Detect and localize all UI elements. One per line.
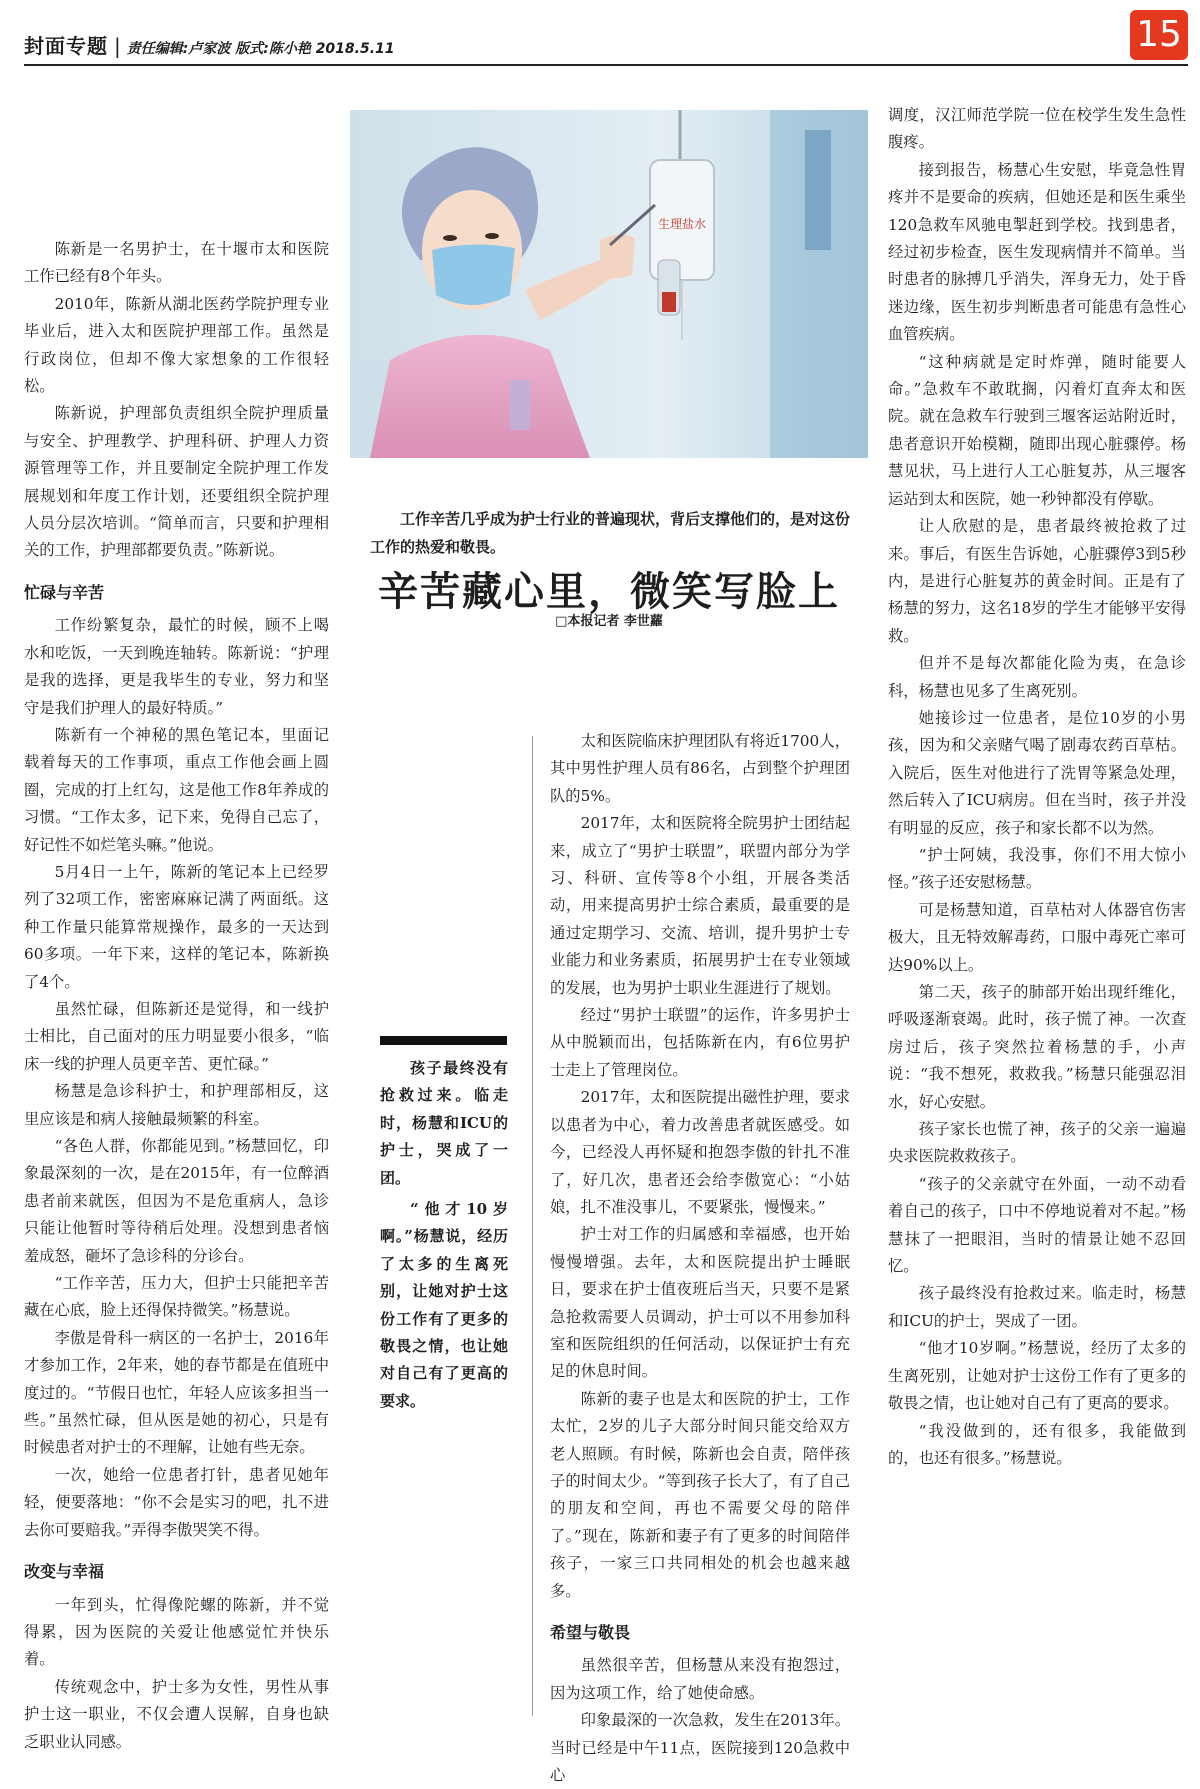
- section-heading: 改变与幸福: [24, 1562, 105, 1582]
- editor-info: 责任编辑:卢家波 版式:陈小艳 2018.5.11: [126, 41, 395, 57]
- section-title: 封面专题: [24, 34, 108, 58]
- paragraph: 孩子家长也慌了神，孩子的父亲一遍遍央求医院救救孩子。: [888, 1120, 1186, 1166]
- paragraph: 一年到头，忙得像陀螺的陈新，并不觉得累，因为医院的关爱让他感觉忙并快乐着。: [24, 1595, 329, 1669]
- paragraph: “我没做到的，还有很多，我能做到的，也还有很多。”杨慧说。: [888, 1421, 1186, 1467]
- article-column-3: [550, 728, 850, 1789]
- paragraph: “护士阿姨，我没事，你们不用大惊小怪。”孩子还安慰杨慧。: [888, 845, 1186, 892]
- nurse-photo-illustration: [350, 110, 868, 458]
- paragraph: 但并不是每次都能化险为夷，在急诊科，杨慧也见多了生离死别。: [888, 654, 1186, 700]
- paragraph: “孩子的父亲就守在外面，一动不动看着自己的孩子，口中不停地说着对不起。”杨慧抹了一把眼泪，当时的情景让她不忍回忆。: [888, 1174, 1186, 1276]
- paragraph: 虽然忙碌，但陈新还是觉得，和一线护士相比，自己面对的压力明显要小很多，“临床一线的护理人员更辛苦、更忙碌。”: [24, 999, 329, 1073]
- page-header: [24, 30, 395, 59]
- paragraph: “这种病就是定时炸弹，随时能要人命。”急救车不敢耽搁，闪着灯直奔太和医院。就在急救车行驶到三堰客运站附近时，患者意识开始模糊，随即出现心脏骤停。杨慧见状，马上进行人工心脏复苏，从三堰客运站到太和医院，她一秒钟都没有停歇。: [888, 352, 1186, 508]
- section-heading: 希望与敬畏: [550, 1623, 631, 1642]
- pullquote-bar: [380, 1036, 507, 1045]
- paragraph: 李傲是骨科一病区的一名护士，2016年才参加工作，2年来，她的春节都是在值班中度过的。“节假日也忙，年轻人应该多担当一些。”虽然忙碌，但从医是她的初心，只是有时候患者对护士的不理解，让她有些无奈。: [24, 1328, 329, 1457]
- paragraph: 印象最深的一次急救，发生在2013年。当时已经是中午11点，医院接到120急救中心: [550, 1711, 850, 1785]
- paragraph: 2017年，太和医院提出磁性护理，要求以患者为中心，着力改善患者就医感受。如今，已经没人再怀疑和抱怨李傲的针扎不准了，好几次，患者还会给李傲宽心：“小姑娘，扎不准没事儿，不要紧张，慢慢来。”: [550, 1088, 850, 1216]
- header-rule: [24, 64, 1188, 66]
- paragraph: 经过“男护士联盟”的运作，许多男护士从中脱颖而出，包括陈新在内，有6位男护士走上了管理岗位。: [550, 1006, 850, 1079]
- paragraph: 2017年，太和医院将全院男护士团结起来，成立了“男护士联盟”，联盟内部分为学习、科研、宣传等8个小组，开展各类活动，用来提高男护士综合素质，最重要的是通过定期学习、交流、培训，提升男护士专业能力和业务素质，拓展男护士在专业领域的发展，也为男护士职业生涯进行了规划。: [550, 814, 850, 997]
- column-divider: [532, 736, 533, 1716]
- article-photo: [350, 110, 868, 458]
- paragraph: 陈新的妻子也是太和医院的护士，工作太忙，2岁的儿子大部分时间只能交给双方老人照顾。有时候，陈新也会自责，陪伴孩子的时间太少。“等到孩子长大了，有了自己的朋友和空间，再也不需要父母的陪伴了。”现在，陈新和妻子有了更多的时间陪伴孩子，一家三口共同相处的机会也越来越多。: [550, 1389, 850, 1600]
- lead-text: 工作辛苦几乎成为护士行业的普遍现状，背后支撑他们的，是对这份工作的热爱和敬畏。: [370, 510, 851, 556]
- paragraph: 可是杨慧知道，百草枯对人体器官伤害极大，且无特效解毒药，口服中毒死亡率可达90%以上。: [888, 900, 1186, 974]
- paragraph: 陈新有一个神秘的黑色笔记本，里面记载着每天的工作事项，重点工作他会画上圆圈，完成的打上红勾，这是他工作8年养成的习惯。“工作太多，记下来，免得自己忘了，好记性不如烂笔头嘛。”他说。: [24, 725, 329, 854]
- paragraph: 2010年，陈新从湖北医药学院护理专业毕业后，进入太和医院护理部工作。虽然是行政岗位，但却不像大家想象的工作很轻松。: [24, 294, 329, 396]
- iv-bag-label: 生理盐水: [657, 217, 707, 231]
- article-column-4: [888, 102, 1186, 1472]
- paragraph: “各色人群，你都能见到。”杨慧回忆，印象最深刻的一次，是在2015年，有一位醉酒患者前来就医，但因为不是危重病人，急诊只能让他暂时等待稍后处理。没想到患者恼羞成怒，砸坏了急诊科的分诊台。: [24, 1137, 329, 1265]
- paragraph: 陈新说，护理部负责组织全院护理质量与安全、护理教学、护理科研、护理人力资源管理等工作，并且要制定全院护理工作发展规划和年度工作计划，还要组织全院护理人员分层次培训。“简单而言，只要和护理相关的工作，护理部都要负责。”陈新说。: [24, 404, 329, 560]
- pullquote-text-1: 孩子最终没有抢救过来。临走时，杨慧和ICU的护士，哭成了一团。: [380, 1059, 508, 1187]
- paragraph: 陈新是一名男护士，在十堰市太和医院工作已经有8个年头。: [24, 240, 329, 286]
- paragraph: 5月4日一上午，陈新的笔记本上已经罗列了32项工作，密密麻麻记满了两面纸。这种工作量只能算常规操作，最多的一天达到60多项。一年下来，这样的笔记本，陈新换了4个。: [24, 862, 329, 991]
- header-separator: |: [114, 34, 121, 58]
- pullquote-text-2: “他才10岁啊。”杨慧说，经历了太多的生离死别，让她对护士这份工作有了更多的敬畏之情，也让她对自己有了更高的要求。: [380, 1200, 508, 1410]
- paragraph: “工作辛苦，压力大，但护士只能把辛苦藏在心底，脸上还得保持微笑。”杨慧说。: [24, 1274, 329, 1320]
- paragraph: “他才10岁啊。”杨慧说，经历了太多的生离死别，让她对护士这份工作有了更多的敬畏之情，也让她对自己有了更高的要求。: [888, 1339, 1186, 1413]
- paragraph: 传统观念中，护士多为女性，男性从事护士这一职业，不仅会遭人误解，自身也缺乏职业认同感。: [24, 1677, 329, 1751]
- paragraph: 工作纷繁复杂，最忙的时候，顾不上喝水和吃饭，一天到晚连轴转。陈新说：“护理是我的选择，更是我毕生的专业，努力和坚守是我们护理人的最好特质。”: [24, 616, 329, 717]
- paragraph: 杨慧是急诊科护士，和护理部相反，这里应该是和病人接触最频繁的科室。: [24, 1082, 329, 1128]
- paragraph: 太和医院临床护理团队有将近1700人，其中男性护理人员有86名，占到整个护理团队的5%。: [550, 732, 850, 805]
- paragraph: 接到报告，杨慧心生安慰，毕竟急性胃疼并不是要命的疾病，但她还是和医生乘坐120急救车风驰电掣赶到学校。找到患者，经过初步检查，医生发现病情并不简单。当时患者的脉搏几乎消失，浑身无力，处于昏迷边缘，医生初步判断患者可能患有急性心血管疾病。: [888, 160, 1186, 344]
- paragraph: 让人欣慰的是，患者最终被抢救了过来。事后，有医生告诉她，心脏骤停3到5秒内，是进行心脏复苏的黄金时间。正是有了杨慧的努力，这名18岁的学生才能够平安得救。: [888, 517, 1186, 645]
- paragraph: 孩子最终没有抢救过来。临走时，杨慧和ICU的护士，哭成了一团。: [888, 1284, 1186, 1330]
- paragraph: 一次，她给一位患者打针，患者见她年轻，便要落地：“你不会是实习的吧，扎不进去你可要赔我。”弄得李傲哭笑不得。: [24, 1465, 329, 1539]
- paragraph: 她接诊过一位患者，是位10岁的小男孩，因为和父亲赌气喝了剧毒农药百草枯。入院后，医生对他进行了洗胃等紧急处理，然后转入了ICU病房。但在当时，孩子并没有明显的反应，孩子和家长都不以为然。: [888, 708, 1186, 837]
- page-number-badge: 15: [1130, 10, 1188, 60]
- article-byline: □本报记者 李世蘿: [555, 614, 663, 629]
- article-column-1: [24, 236, 329, 1756]
- paragraph: 调度，汉江师范学院一位在校学生发生急性腹疼。: [888, 106, 1186, 152]
- paragraph: 虽然很辛苦，但杨慧从来没有抱怨过，因为这项工作，给了她使命感。: [550, 1656, 850, 1702]
- section-heading: 忙碌与辛苦: [24, 582, 105, 602]
- paragraph: 第二天，孩子的肺部开始出现纤维化，呼吸逐渐衰竭。此时，孩子慌了神。一次查房过后，孩子突然拉着杨慧的手，小声说：“我不想死，救救我。”杨慧只能强忍泪水，好心安慰。: [888, 983, 1186, 1111]
- article-title: 辛苦藏心里，微笑写脸上: [378, 568, 840, 615]
- article-lead: [370, 505, 855, 561]
- paragraph: 护士对工作的归属感和幸福感，也开始慢慢增强。去年，太和医院提出护士睡眠日，要求在护士值夜班后当天，只要不是紧急抢救需要人员调动，护士可以不用参加科室和医院组织的任何活动，以保证护士有充足的休息时间。: [550, 1225, 850, 1381]
- pullquote: [380, 1055, 508, 1419]
